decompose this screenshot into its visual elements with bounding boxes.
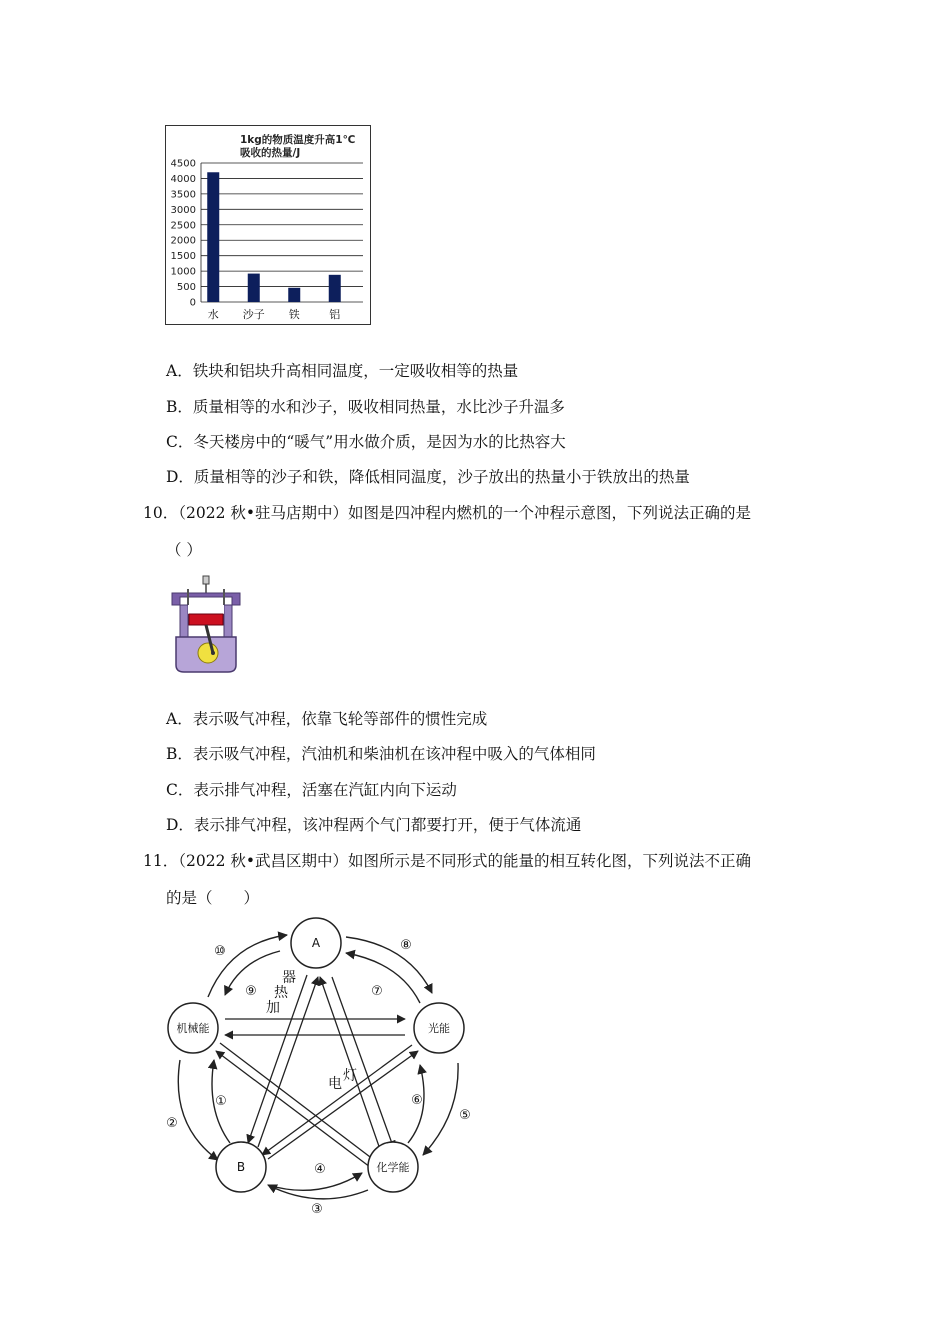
label-9: ⑨ [245, 984, 257, 999]
spark-plug-icon [203, 576, 209, 584]
heater-char-2: 热 [274, 985, 288, 1001]
q10-stem-line1 [143, 503, 751, 523]
node-chemical-energy-label: 化学能 [376, 1161, 410, 1174]
y-tick-label: 500 [176, 282, 196, 294]
category-label: 铝 [329, 308, 341, 321]
y-tick-label: 3500 [170, 189, 196, 201]
energy-conversion-diagram [150, 915, 490, 1225]
y-tick-label: 0 [189, 297, 196, 309]
cylinder-wall-right [224, 605, 232, 639]
y-tick-label: 3000 [170, 204, 196, 216]
label-1: ① [215, 1094, 227, 1109]
q10-stem-line2: （ ） [166, 541, 202, 559]
q9-option-b: B．质量相等的水和沙子，吸收相同热量，水比沙子升温多 [166, 398, 565, 416]
q10-option-d: D．表示排气冲程，该冲程两个气门都要打开，便于气体流通 [166, 816, 582, 834]
q11-stem-line1 [143, 851, 751, 871]
node-mechanical-energy-label: 机械能 [176, 1022, 210, 1035]
chart-title-line2: 吸收的热量/J [240, 147, 301, 159]
q10-option-a: A．表示吸气冲程，依靠飞轮等部件的惯性完成 [166, 710, 488, 728]
chart-title-line1: 1kg的物质温度升高1℃ [240, 134, 356, 146]
category-label: 沙子 [242, 308, 265, 321]
y-tick-label: 4500 [170, 158, 196, 170]
y-tick-label: 2500 [170, 220, 196, 232]
cylinder-wall-left [180, 605, 188, 639]
lamp-char-1: 灯 [343, 1068, 357, 1084]
lamp-char-2: 电 [328, 1076, 342, 1092]
inner-conversion-arrows [216, 975, 418, 1167]
specific-heat-bar-chart [165, 125, 371, 326]
heater-char-1: 器 [282, 970, 296, 986]
piston [189, 614, 223, 625]
q10-number: 10． [143, 504, 179, 522]
q10-option-b: B．表示吸气冲程，汽油机和柴油机在该冲程中吸入的气体相同 [166, 745, 596, 763]
q9-option-a: A．铁块和铝块升高相同温度，一定吸收相等的热量 [166, 362, 519, 380]
heater-char-3: 加 [266, 1000, 280, 1016]
y-tick-label: 4000 [170, 173, 196, 185]
cylinder-head [172, 593, 240, 605]
bar-2 [288, 288, 300, 302]
q11-number: 11． [143, 852, 179, 870]
label-2: ② [166, 1116, 178, 1131]
engine-stroke-diagram [166, 575, 248, 673]
y-tick-label: 1500 [170, 251, 196, 263]
label-7: ⑦ [371, 984, 383, 999]
bar-0 [207, 172, 219, 302]
bar-3 [329, 275, 341, 302]
q11-stem-text: （2022 秋•武昌区期中）如图所示是不同形式的能量的相互转化图，下列说法不正确 [178, 852, 752, 870]
q11-stem-line2: 的是（ ） [166, 889, 260, 907]
node-light-energy-label: 光能 [428, 1022, 450, 1035]
bar-1 [248, 274, 260, 302]
label-6: ⑥ [411, 1093, 423, 1108]
y-tick-label: 2000 [170, 235, 196, 247]
q9-option-d: D．质量相等的沙子和铁，降低相同温度，沙子放出的热量小于铁放出的热量 [166, 468, 690, 486]
label-3: ③ [311, 1202, 323, 1217]
q10-option-c: C．表示排气冲程，活塞在汽缸内向下运动 [166, 781, 457, 799]
label-5: ⑤ [459, 1108, 471, 1123]
label-8: ⑧ [400, 938, 412, 953]
node-b-label: B [236, 1160, 246, 1174]
label-4: ④ [314, 1162, 326, 1177]
y-tick-label: 1000 [170, 266, 196, 278]
q10-stem-text: （2022 秋•驻马店期中）如图是四冲程内燃机的一个冲程示意图，下列说法正确的是 [178, 504, 752, 522]
node-a-label: A [311, 936, 321, 950]
category-label: 铁 [288, 308, 300, 321]
category-label: 水 [207, 308, 219, 321]
q9-option-c: C．冬天楼房中的“暖气”用水做介质，是因为水的比热容大 [166, 433, 566, 451]
label-10: ⑩ [214, 944, 226, 959]
